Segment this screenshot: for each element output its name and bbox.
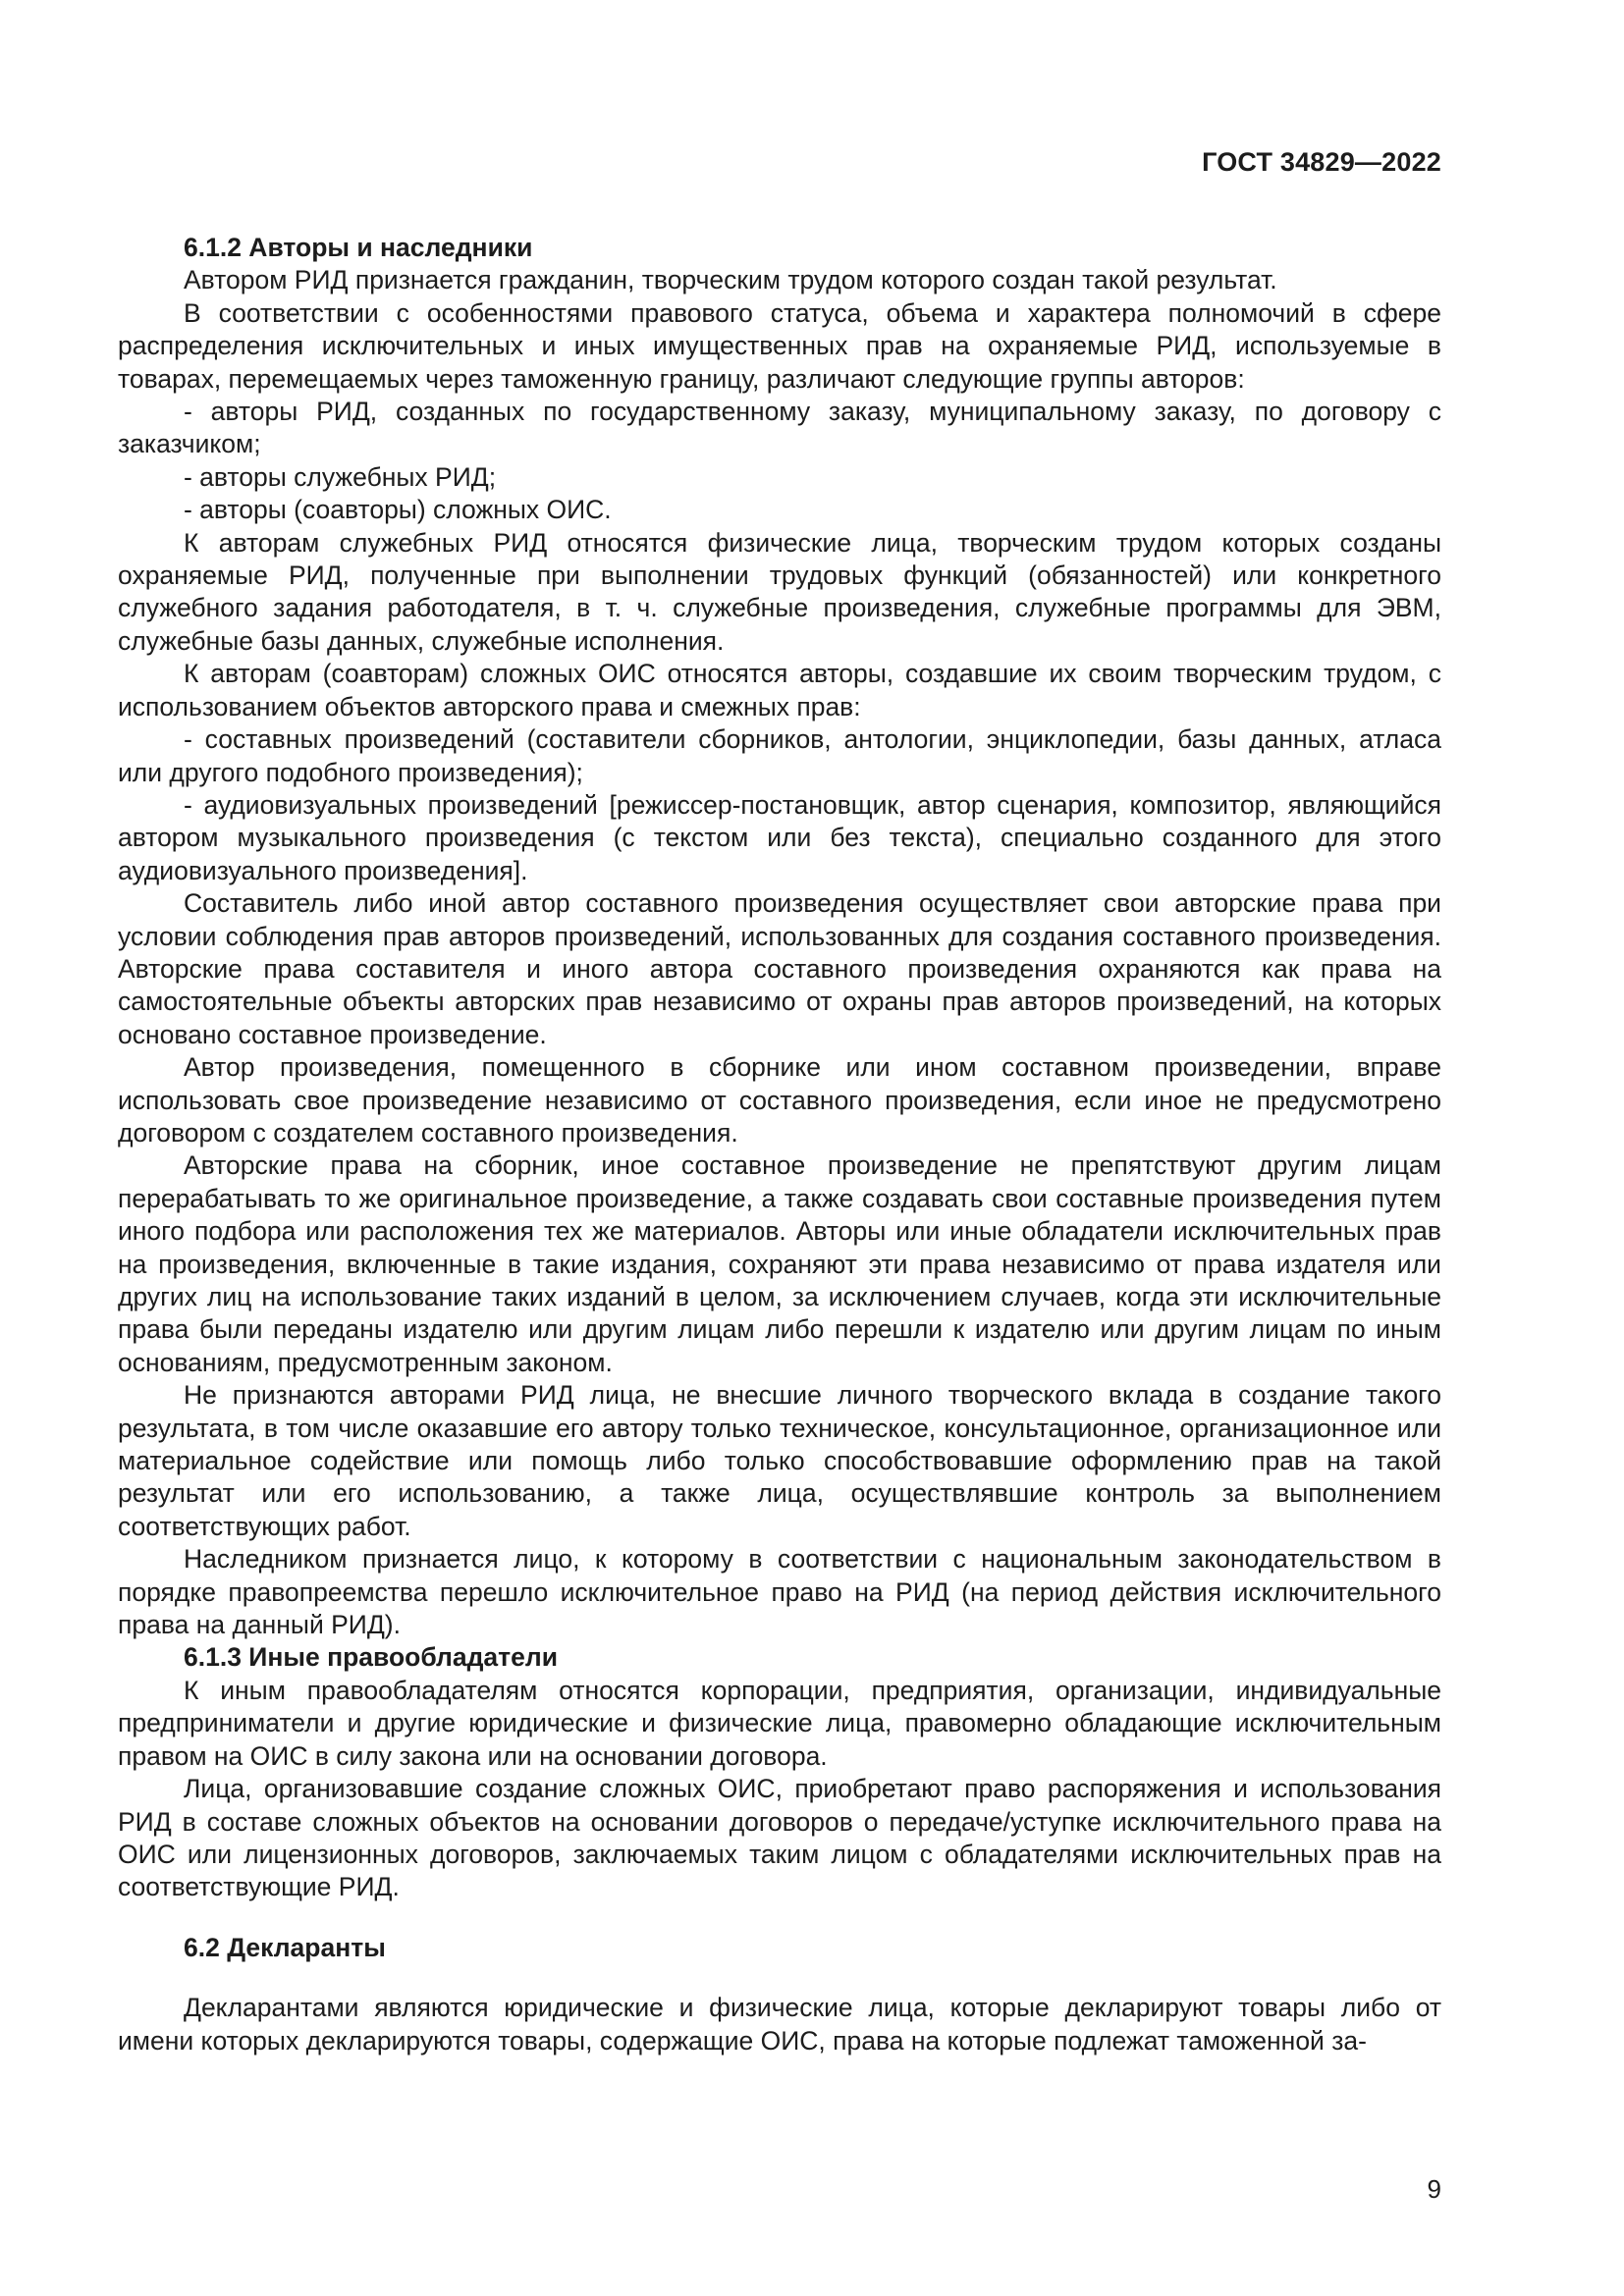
- paragraph: Автор произведения, помещенного в сборнике или ином составном произведении, вправе использовать свое произведение независимо от составного произведения, если иное не предусмотрено договором с создателем составного произведения.: [118, 1052, 1441, 1148]
- paragraph: Автором РИД признается гражданин, творческим трудом которого создан такой результат.: [184, 265, 1277, 295]
- section-heading-6-2: 6.2 Декларанты: [184, 1932, 386, 1962]
- section-heading-6-1-2: 6.1.2 Авторы и наследники: [184, 233, 533, 262]
- paragraph: Лица, организовавшие создание сложных ОИС, приобретают право распоряжения и использования РИД в составе сложных объектов на основании договоров о передаче/уступке исключительного права на ОИС или лицензионных договоров, заключаемых таким лицом с обладателями исключительных прав на соответствующие РИД.: [118, 1774, 1441, 1902]
- list-item: - аудиовизуальных произведений [режиссер-постановщик, автор сценария, композитор, являющийся автором музыкального произведения (с текстом или без текста), специально созданного для этого аудиовизуального произведения].: [118, 789, 1441, 885]
- paragraph: В соответствии с особенностями правового статуса, объема и характера полномочий в сфере распределения исключительных и иных имущественных прав на охраняемые РИД, используемые в товарах, перемещаемых через таможенную границу, различают следующие группы авторов:: [118, 297, 1441, 394]
- document-body: [118, 232, 1441, 2057]
- paragraph: Авторские права на сборник, иное составное произведение не препятствуют другим лицам перерабатывать то же оригинальное произведение, а также создавать свои составные произведения путем иного подбора или расположения тех же материалов. Авторы или иные обладатели исключительных прав на произведения, включенные в такие издания, сохраняют эти права независимо от права издателя или других лиц на использование таких изданий в целом, за исключением случаев, когда эти исключительные права были переданы издателю или другим лицам либо перешли к издателю или другим лицам по иным основаниям, предусмотренным законом.: [118, 1150, 1441, 1377]
- paragraph: К авторам служебных РИД относятся физические лица, творческим трудом которых созданы охраняемые РИД, полученные при выполнении трудовых функций (обязанностей) или конкретного служебного задания работодателя, в т. ч. служебные произведения, служебные программы для ЭВМ, служебные базы данных, служебные исполнения.: [118, 527, 1441, 656]
- list-item: - авторы (соавторы) сложных ОИС.: [184, 495, 612, 525]
- section-heading-6-1-3: 6.1.3 Иные правообладатели: [184, 1642, 559, 1673]
- list-item: - составных произведений (составители сборников, антологии, энциклопедии, базы данных, атласа или другого подобного произведения);: [118, 724, 1441, 787]
- page-number: 9: [1427, 2174, 1441, 2204]
- document-id-header: ГОСТ 34829—2022: [1202, 147, 1441, 177]
- list-item: - авторы РИД, созданных по государственному заказу, муниципальному заказу, по договору с заказчиком;: [118, 397, 1441, 459]
- paragraph: К иным правообладателям относятся корпорации, предприятия, организации, индивидуальные предприниматели и другие юридические и физические лица, правомерно обладающие исключительным правом на ОИС в силу закона или на основании договора.: [118, 1675, 1441, 1771]
- paragraph: Составитель либо иной автор составного произведения осуществляет свои авторские права при условии соблюдения прав авторов произведений, использованных для создания составного произведения. Авторские права составителя и иного автора составного произведения охраняются как права на самостоятельные объекты авторских прав независимо от охраны прав авторов произведений, на которых основано составное произведение.: [118, 888, 1441, 1049]
- paragraph: Декларантами являются юридические и физические лица, которые декларируют товары либо от имени которых декларируются товары, содержащие ОИС, права на которые подлежат таможенной за-: [118, 1993, 1441, 2056]
- author-groups-list: [118, 396, 1441, 527]
- list-item: - авторы служебных РИД;: [184, 461, 497, 492]
- paragraph: Наследником признается лицо, к которому в соответствии с национальным законодательством в порядке правопреемства перешло исключительное право на РИД (на период действия исключительного права на данный РИД).: [118, 1544, 1441, 1640]
- composite-works-list: [118, 723, 1441, 887]
- paragraph: К авторам (соавторам) сложных ОИС относятся авторы, создавшие их своим творческим трудом, с использованием объектов авторского права и смежных прав:: [118, 659, 1441, 721]
- paragraph: Не признаются авторами РИД лица, не внесшие личного творческого вклада в создание такого результата, в том числе оказавшие его автору только техническое, консультационное, организационное или материальное содействие или помощь либо только способствовавшие оформлению прав на такой результат или его использованию, а также лица, осуществлявшие контроль за выполнением соответствующих работ.: [118, 1380, 1441, 1541]
